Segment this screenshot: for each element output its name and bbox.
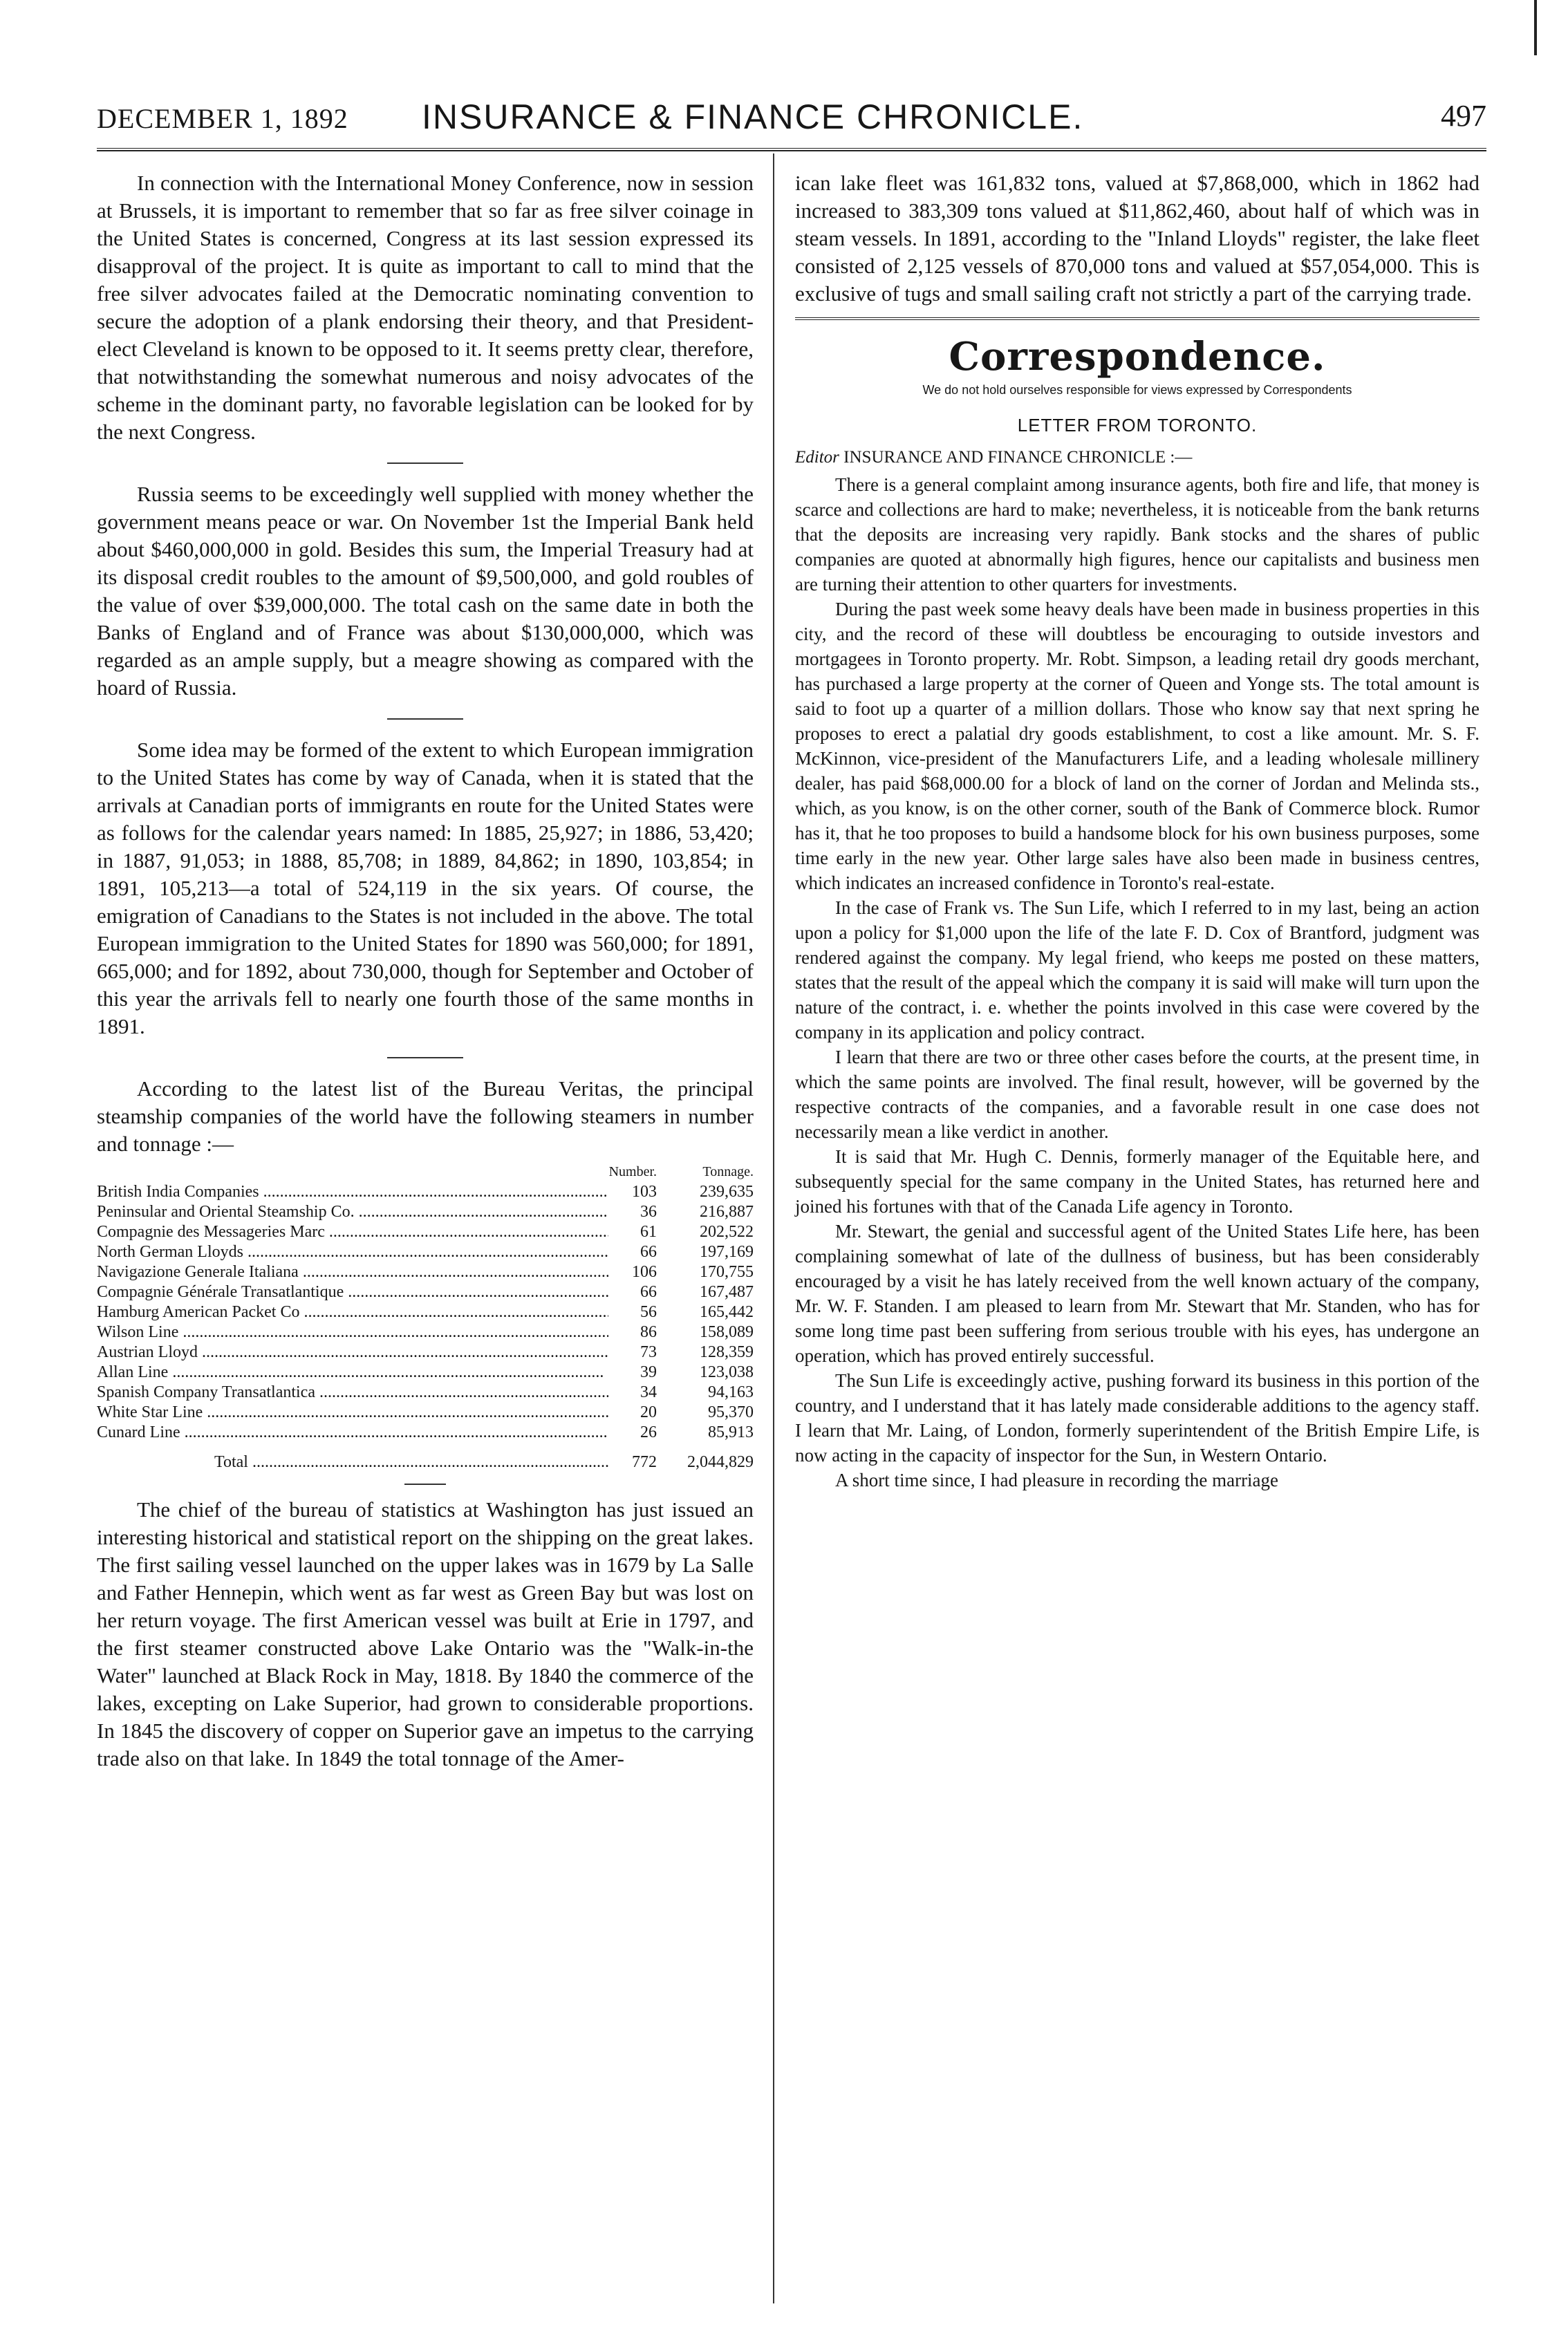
table-row: [97, 1383, 754, 1403]
tonnage-value: 202,522: [700, 1223, 754, 1241]
page-edge-mark: [1534, 0, 1537, 55]
company-name: Wilson Line .....: [97, 1322, 608, 1343]
steamer-count: 106: [632, 1263, 657, 1281]
company-name: Allan Line .....: [97, 1363, 608, 1383]
total-label: Total .....: [97, 1452, 608, 1472]
letter-paragraph: It is said that Mr. Hugh C. Dennis, formerly manager of the Equitable here, and subsequently special for the same company in the United States, has returned here and joined his fortunes with that of the Canada Life agency in Toronto.: [795, 1146, 1480, 1217]
column-divider: [773, 153, 774, 2303]
header-rule: [97, 148, 1486, 151]
tonnage-value: 94,163: [708, 1383, 754, 1401]
steamer-count: 20: [640, 1403, 657, 1421]
steamer-count: 86: [640, 1323, 657, 1341]
paragraph-immigration: Some idea may be formed of the extent to which European immigration to the United States has come by way of Canada, when it is stated that the arrivals at Canadian ports of immigrants en route for the United States were as follows for the calendar years named: In 1885, 25,927; in 1886, 53,420; in 1887, 91,053; in 1888, 85,708; in 1889, 84,862; in 1890, 103,854; in 1891, 105,213—a total of 524,119 in the six years. Of course, the emigration of Canadians to the States is not included in the above. The total European immigration to the United States for 1890 was 560,000; for 1891, 665,000; and for 1892, about 730,000, though for September and October of this year the arrivals fell to nearly one fourth those of the same months in 1891.: [97, 738, 754, 1038]
table-row: [97, 1262, 754, 1282]
paragraph-money-conference: In connection with the International Money Conference, now in session at Brussels, it is important to remember that so far as free silver coinage in the United States is concerned, Congress at its last session expressed its disapproval of the project. It is quite as important to call to mind that the free silver advocates failed at the Democratic nominating convention to secure the adoption of a plank endorsing their theory, and that President-elect Cleveland is known to be opposed to it. It seems pretty clear, therefore, that notwithstanding the somewhat numerous and noisy advocates of the scheme in the dominant party, no favorable legislation can be looked for by the next Congress.: [97, 171, 754, 444]
paragraph-bureau-veritas: According to the latest list of the Bureau Veritas, the principal steamship companies of the world have the following steamers in number and tonnage :—: [97, 1076, 754, 1156]
table-row: [97, 1363, 754, 1383]
table-row: [97, 1282, 754, 1302]
tonnage-value: 197,169: [700, 1243, 754, 1261]
letter-paragraph: A short time since, I had pleasure in recording the marriage: [835, 1470, 1279, 1490]
salutation-publication: INSURANCE AND FINANCE CHRONICLE :—: [843, 448, 1193, 467]
paragraph-lake-shipping: The chief of the bureau of statistics at Washington has just issued an interesting historical and statistical report on the shipping on the great lakes. The first sailing vessel launched on the upper lakes was in 1679 by La Salle and Father Hennepin, which went as far west as Green Bay but was lost on her return voyage. The first American vessel was built at Erie in 1797, and the first steamer constructed above Lake Ontario was the "Walk-in-the Water" launched at Black Rock in May, 1818. By 1840 the commerce of the lakes, excepting on Lake Superior, had grown to considerable proportions. In 1845 the discovery of copper on Superior gave an impetus to the carrying trade also on that lake. In 1849 the total tonnage of the Amer-: [97, 1497, 754, 1770]
steamer-count: 103: [632, 1183, 657, 1201]
letter-paragraph: Mr. Stewart, the genial and successful agent of the United States Life here, has been complaining somewhat of late of the dullness of business, but has been considerably encouraged by a visit he has lately received from the well known actuary of the company, Mr. W. F. Standen. I am pleased to learn from Mr. Stewart that Mr. Standen, who has for some long time past been suffering from serious trouble with his eyes, has undergone an operation, which has proved entirely successful.: [795, 1221, 1480, 1366]
letter-paragraph: In the case of Frank vs. The Sun Life, which I referred to in my last, being an action upon a policy for $1,000 upon the life of the late F. D. Cox of Brantford, judgment was rendered against the company. My legal friend, who keeps me posted on these matters, states that the result of the appeal which the company it is said will make will turn upon the nature of the contract, i. e. whether the points involved in this case were covered by the company in its application and policy contract.: [795, 897, 1480, 1042]
steamer-count: 61: [640, 1223, 657, 1241]
issue-date: DECEMBER 1, 1892: [97, 103, 348, 134]
tonnage-value: 170,755: [700, 1263, 754, 1281]
table-header: [97, 1162, 754, 1182]
company-name: Spanish Company Transatlantica .....: [97, 1383, 608, 1403]
company-name: British India Companies .....: [97, 1182, 608, 1202]
tonnage-value: 85,913: [708, 1423, 754, 1441]
letter-paragraph: During the past week some heavy deals have been made in business properties in this city, and the record of these will doubtless be encouraging to outside investors and mortgagees in Toronto property. Mr. Robt. Simpson, a leading retail dry goods merchant, has purchased a large property at the corner of Queen and Yonge sts. The total amount is said to foot up a quarter of a million dollars. Those who know say that next spring he proposes to erect a palatial dry goods establishment, to cost a like amount. Mr. S. F. McKinnon, vice-president of the Manufacturers Life, and a leading wholesale millinery dealer, has paid $68,000.00 for a block of land on the corner of Jordan and Melinda sts., which, as you know, is on the other corner, south of the Bank of Commerce block. Rumor has it, that he too proposes to build a handsome block for his own business purposes, some time early in the new year. Other large sales have also been made in business centres, which indicates an increased confidence in Toronto's real-estate.: [795, 599, 1480, 893]
tonnage-value: 128,359: [700, 1343, 754, 1361]
company-name: Compagnie des Messageries Marc .....: [97, 1222, 608, 1242]
table-row: [97, 1343, 754, 1363]
table-row: [97, 1322, 754, 1343]
total-tonnage: 2,044,829: [687, 1453, 754, 1471]
total-number: 772: [632, 1453, 657, 1471]
tonnage-value: 158,089: [700, 1323, 754, 1341]
table-total-row: [97, 1452, 754, 1472]
steamer-count: 66: [640, 1243, 657, 1261]
table-row: [97, 1222, 754, 1242]
company-name: Navigazione Generale Italiana .....: [97, 1262, 608, 1282]
separator: [387, 1057, 463, 1058]
steamer-count: 34: [640, 1383, 657, 1401]
page-header: [97, 97, 1486, 151]
column-header-tonnage: Tonnage.: [702, 1164, 754, 1179]
publication-title: INSURANCE & FINANCE CHRONICLE.: [422, 97, 1084, 136]
tonnage-value: 123,038: [700, 1363, 754, 1381]
steamer-count: 66: [640, 1283, 657, 1301]
table-body: [97, 1182, 754, 1443]
steamer-count: 73: [640, 1343, 657, 1361]
letter-salutation: [795, 446, 1480, 469]
steamer-count: 26: [640, 1423, 657, 1441]
separator: [404, 1484, 446, 1485]
tonnage-value: 165,442: [700, 1303, 754, 1321]
tonnage-value: 239,635: [700, 1183, 754, 1201]
company-name: Peninsular and Oriental Steamship Co. .....: [97, 1202, 608, 1222]
table-row: [97, 1403, 754, 1423]
section-rule: [795, 317, 1480, 320]
letter-paragraph: The Sun Life is exceedingly active, pushing forward its business in this portion of the country, and I understand that it has lately made considerable additions to the agency staff. I learn that Mr. Laing, of London, formerly superintendent of the British Empire Life, is now acting in the capacity of inspector for the Sun, in Western Ontario.: [795, 1370, 1480, 1466]
company-name: North German Lloyds .....: [97, 1242, 608, 1262]
letter-paragraph: There is a general complaint among insurance agents, both fire and life, that money is scarce and collections are hard to make; nevertheless, it is noticeable from the bank returns that the deposits are increasing very rapidly. Bank stocks and the shares of public companies are quoted at abnormally high figures, hence our capitalists and business men are turning their attention to other quarters for investments.: [795, 474, 1480, 595]
steamer-count: 39: [640, 1363, 657, 1381]
company-name: Compagnie Générale Transatlantique .....: [97, 1282, 608, 1302]
salutation-editor: Editor: [795, 448, 839, 467]
company-name: Cunard Line .....: [97, 1423, 608, 1443]
right-column: [795, 169, 1480, 1493]
paragraph-lake-fleet-cont: ican lake fleet was 161,832 tons, valued at $7,868,000, which in 1862 had increased to 383,309 tons valued at $11,862,460, about half of which was in steam vessels. In 1891, according to the "Inland Lloyds" register, the lake fleet consisted of 2,125 vessels of 870,000 tons and valued at $57,054,000. This is exclusive of tugs and small sailing craft not strictly a part of the carrying trade.: [795, 171, 1480, 306]
page-number: 497: [1441, 99, 1486, 133]
paragraph-russia: Russia seems to be exceedingly well supplied with money whether the government means peace or war. On November 1st the Imperial Bank held about $460,000,000 in gold. Besides this sum, the Imperial Treasury had at its disposal credit roubles to the amount of $9,500,000, and gold roubles of the value of over $39,000,000. The total cash on the same date in both the Banks of England and of France was about $130,000,000, which was regarded as an ample supply, but a meagre showing as compared with the hoard of Russia.: [97, 482, 754, 700]
company-name: White Star Line .....: [97, 1403, 608, 1423]
steamer-count: 56: [640, 1303, 657, 1321]
company-name: Austrian Lloyd .....: [97, 1343, 608, 1363]
table-row: [97, 1302, 754, 1322]
table-row: [97, 1182, 754, 1202]
letter-heading: LETTER FROM TORONTO.: [1017, 415, 1258, 436]
tonnage-value: 167,487: [700, 1283, 754, 1301]
table-row: [97, 1423, 754, 1443]
steamer-count: 36: [640, 1203, 657, 1221]
company-name: Hamburg American Packet Co .....: [97, 1302, 608, 1322]
tonnage-value: 95,370: [708, 1403, 754, 1421]
tonnage-value: 216,887: [700, 1203, 754, 1221]
table-row: [97, 1202, 754, 1222]
left-column: [97, 169, 754, 1773]
separator: [387, 718, 463, 720]
separator: [387, 462, 463, 464]
correspondence-disclaimer: We do not hold ourselves responsible for views expressed by Correspondents: [922, 383, 1352, 397]
correspondence-heading: Correspondence.: [949, 334, 1326, 380]
steamship-table: [97, 1162, 754, 1472]
column-header-number: Number.: [608, 1164, 657, 1179]
letter-paragraph: I learn that there are two or three other cases before the courts, at the present time, in which the same points are involved. The final result, however, will be governed by the respective contracts of the companies, and a favorable result in one case does not necessarily mean a like verdict in another.: [795, 1047, 1480, 1142]
table-row: [97, 1242, 754, 1262]
